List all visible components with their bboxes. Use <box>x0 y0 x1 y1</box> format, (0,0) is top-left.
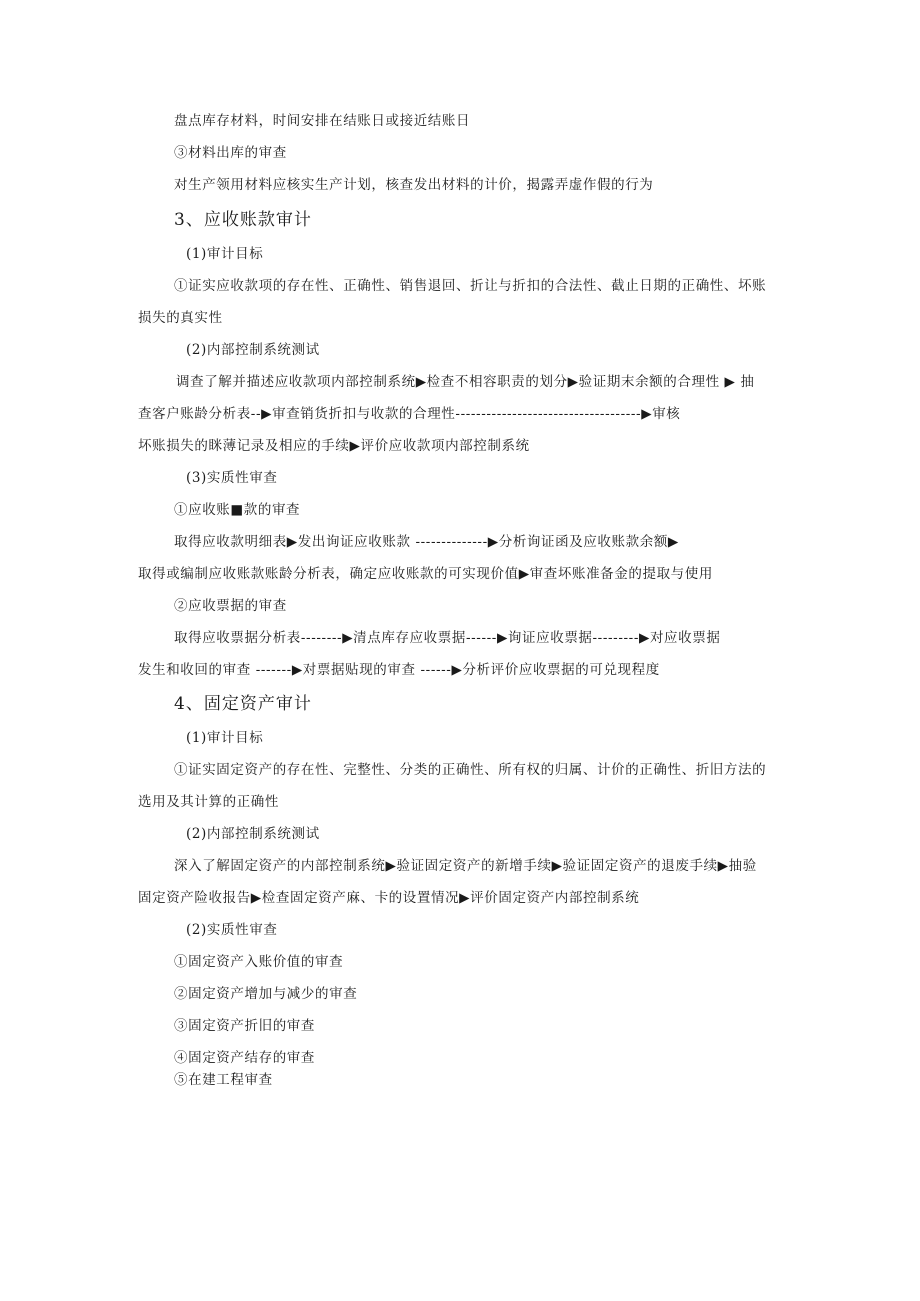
text-line: 深入了解固定资产的内部控制系统▶验证固定资产的新增手续▶验证固定资产的退废手续▶抽验 <box>174 858 757 874</box>
text-line: ①应收账■款的审查 <box>174 502 301 518</box>
text-line: 固定资产险收报告▶检查固定资产麻、卡的设置情况▶评价固定资产内部控制系统 <box>138 890 640 906</box>
subsection-heading: (2)内部控制系统测试 <box>186 342 320 358</box>
text-line: ⑤在建工程审查 <box>174 1072 273 1088</box>
text-line: 坏账损失的眯薄记录及相应的手续▶评价应收款项内部控制系统 <box>138 438 530 454</box>
text-line: 发生和收回的审查 -------▶对票据贴现的审查 ------▶分析评价应收票据的可兑现程度 <box>138 662 660 678</box>
subsection-heading: (3)实质性审查 <box>186 470 278 486</box>
subsection-heading: (2)内部控制系统测试 <box>186 826 320 842</box>
text-line: ①证实应收款项的存在性、正确性、销售退回、折让与折扣的合法性、截止日期的正确性、坏账 <box>174 278 767 294</box>
section-heading: 4、固定资产审计 <box>174 694 312 714</box>
text-line: 损失的真实性 <box>138 310 223 326</box>
text-line: ②应收票据的审查 <box>174 598 287 614</box>
subsection-heading: (1)审计目标 <box>186 730 264 746</box>
text-line: 盘点库存材料，时间安排在结账日或接近结账日 <box>174 113 471 129</box>
text-line: ③材料出库的审查 <box>174 145 287 161</box>
text-line: ②固定资产增加与减少的审查 <box>174 986 358 1002</box>
subsection-heading: (1)审计目标 <box>186 246 264 262</box>
text-line: 取得应收票据分析表--------▶清点库存应收票据------▶询证应收票据---------▶对应收票据 <box>174 630 721 646</box>
text-line: 对生产领用材料应核实生产计划，核查发出材料的计价，揭露弄虚作假的行为 <box>174 177 654 193</box>
section-heading: 3、应收账款审计 <box>174 210 312 230</box>
text-line: ①证实固定资产的存在性、完整性、分类的正确性、所有权的归属、计价的正确性、折旧方法的 <box>174 762 767 778</box>
text-line: 取得应收款明细表▶发出询证应收账款 --------------▶分析询证函及应收账款余额▶ <box>174 534 679 550</box>
text-line: 查客户账龄分析表--▶审查销货折扣与收款的合理性------------------------------------▶审核 <box>138 406 681 422</box>
text-line: ④固定资产结存的审查 <box>174 1050 315 1066</box>
text-line: ①固定资产入账价值的审查 <box>174 954 344 970</box>
text-line: 取得或编制应收账款账龄分析表，确定应收账款的可实现价值▶审查坏账准备金的提取与使用 <box>138 566 713 582</box>
text-line: 调查了解并描述应收款项内部控制系统▶检查不相容职责的划分▶验证期末余额的合理性 ▶ 抽 <box>176 374 755 390</box>
subsection-heading: (2)实质性审查 <box>186 922 278 938</box>
text-line: ③固定资产折旧的审查 <box>174 1018 315 1034</box>
text-line: 选用及其计算的正确性 <box>138 794 279 810</box>
